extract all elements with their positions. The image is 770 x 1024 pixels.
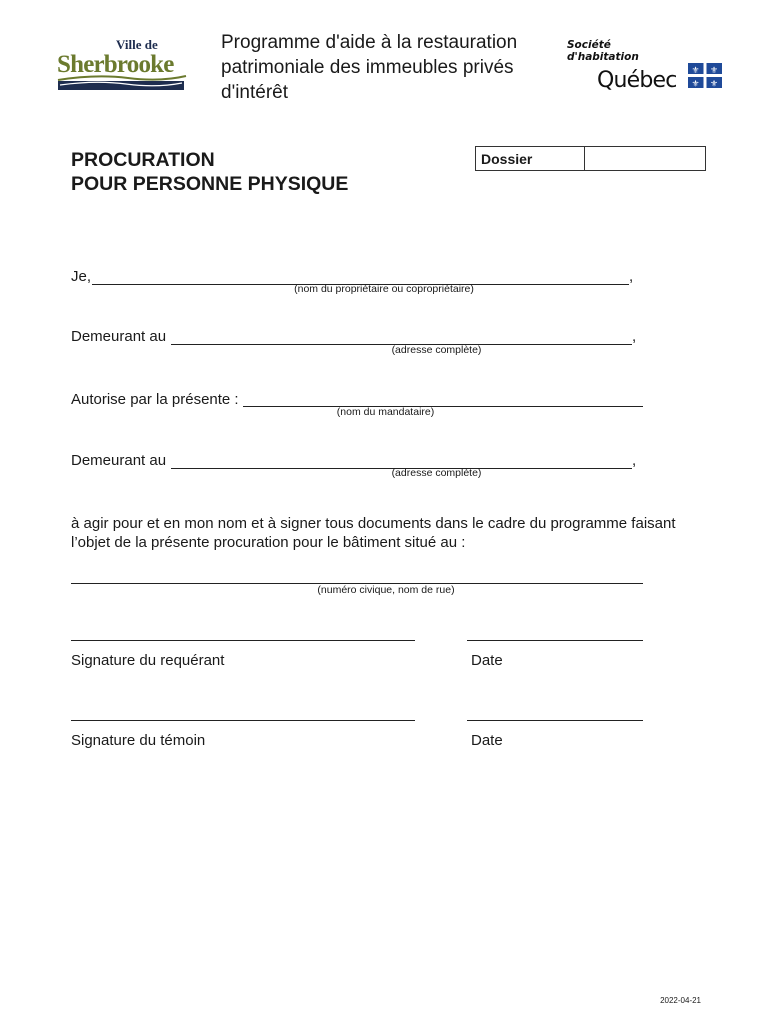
program-title (221, 30, 551, 105)
je-comma: , (629, 268, 634, 285)
document-title-line1: PROCURATION (71, 149, 215, 171)
svg-text:⚜: ⚜ (709, 78, 719, 89)
demeurant1-hint: (adresse complète) (391, 344, 482, 356)
dossier-box (475, 146, 706, 171)
je-label: Je, (71, 268, 92, 285)
svg-text:⚜: ⚜ (691, 65, 700, 75)
date1-label: Date (471, 652, 503, 669)
demeurant1-label: Demeurant au (71, 328, 167, 345)
demeurant2-comma: , (632, 452, 637, 469)
agency-logo-line1: Société (567, 39, 611, 51)
demeurant2-hint: (adresse complète) (391, 467, 482, 479)
program-title-line: patrimoniale des immeubles privés (221, 57, 514, 78)
authorization-paragraph: à agir pour et en mon nom et à signer tous documents dans le cadre du programme faisant l’objet de la présente procuration pour le bâtiment situé au : (71, 515, 676, 551)
city-logo-line1: Ville de (116, 37, 158, 52)
temoin-signature-field[interactable] (71, 720, 415, 721)
date2-field[interactable] (467, 720, 643, 721)
program-title-line: d'intérêt (221, 82, 289, 103)
requerant-signature-label: Signature du requérant (71, 652, 225, 669)
shq-logo (566, 38, 726, 92)
je-hint: (nom du propriétaire ou copropriétaire) (294, 283, 474, 295)
demeurant1-comma: , (632, 328, 637, 345)
document-title (71, 148, 348, 196)
agency-logo-line3: Québec (597, 68, 677, 92)
dossier-label: Dossier (476, 147, 585, 170)
requerant-signature-field[interactable] (71, 640, 415, 641)
building-address-hint: (numéro civique, nom de rue) (317, 584, 455, 596)
document-title-line2: POUR PERSONNE PHYSIQUE (71, 173, 349, 195)
autorise-hint: (nom du mandataire) (336, 406, 435, 418)
dossier-field[interactable] (585, 147, 705, 170)
date2-label: Date (471, 732, 503, 749)
quebec-flag-icon (688, 63, 722, 89)
date1-field[interactable] (467, 640, 643, 641)
autorise-label: Autorise par la présente : (71, 391, 239, 408)
svg-text:⚜: ⚜ (709, 65, 719, 75)
agency-logo-line2: d'habitation (567, 51, 639, 63)
svg-text:⚜: ⚜ (691, 78, 700, 89)
demeurant2-label: Demeurant au (71, 452, 167, 469)
revision-date: 2022-04-21 (660, 996, 701, 1005)
city-logo-line2: Sherbrooke (57, 51, 174, 78)
temoin-signature-label: Signature du témoin (71, 732, 206, 749)
sherbrooke-logo (56, 36, 188, 92)
program-title-line: Programme d'aide à la restauration (221, 32, 518, 53)
